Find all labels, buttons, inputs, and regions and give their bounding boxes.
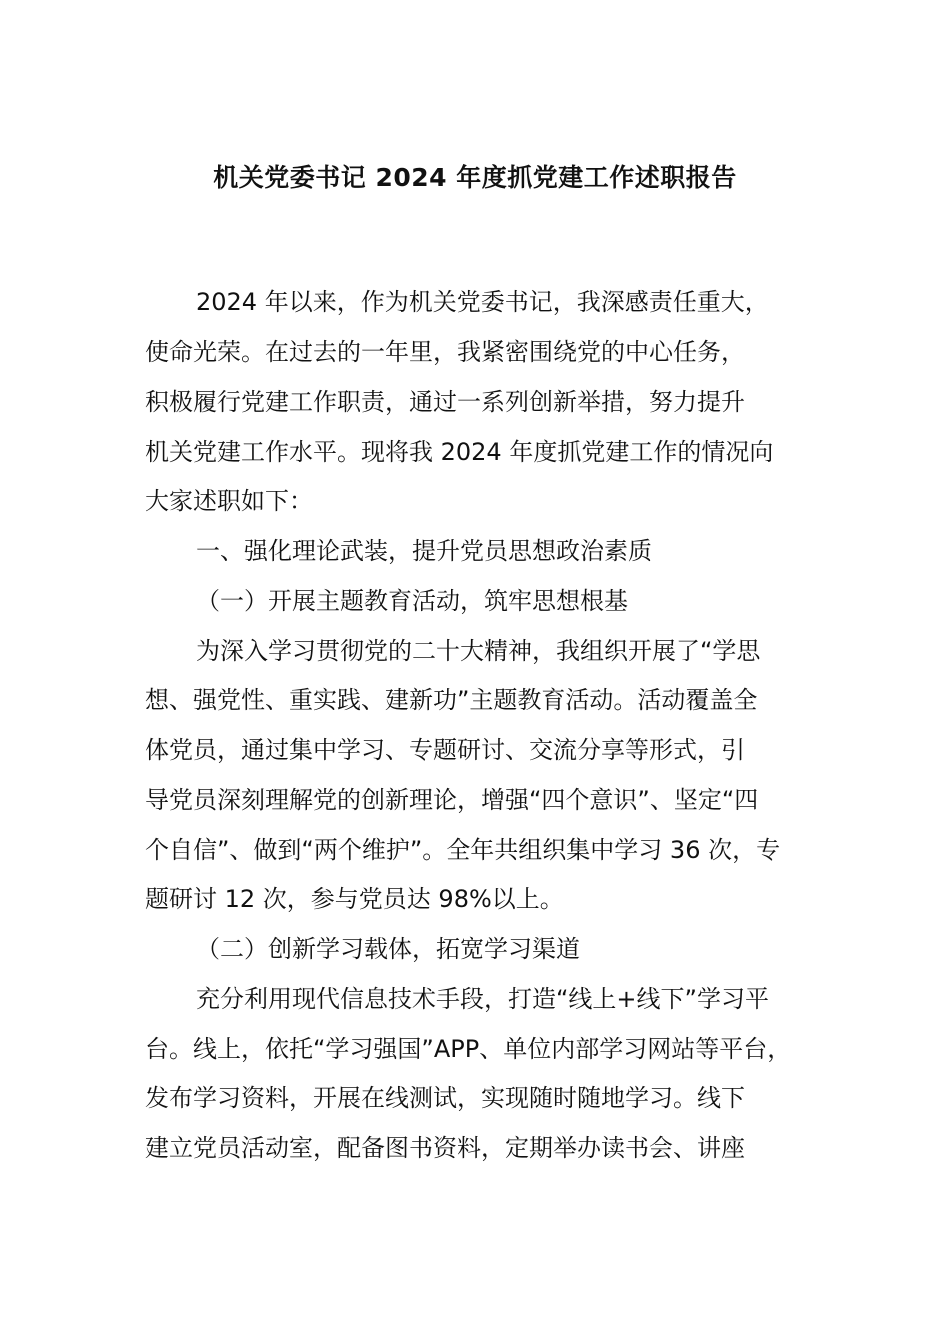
paragraph-line-11: 题研讨 12 次，参与党员达 98%以上。 xyxy=(145,885,564,913)
subsection-heading-1: （一）开展主题教育活动，筑牢思想根基 xyxy=(196,587,628,615)
subsection-heading-2: （二）创新学习载体，拓宽学习渠道 xyxy=(196,935,580,963)
paragraph-line-10: 个自信”、做到“两个维护”。全年共组织集中学习 36 次，专 xyxy=(145,836,781,864)
section-heading-1: 一、强化理论武装，提升党员思想政治素质 xyxy=(196,537,652,565)
paragraph-line-6: 为深入学习贯彻党的二十大精神，我组织开展了“学思 xyxy=(196,637,761,665)
document-title: 机关党委书记 2024 年度抓党建工作述职报告 xyxy=(213,163,737,192)
paragraph-line-4: 机关党建工作水平。现将我 2024 年度抓党建工作的情况向 xyxy=(145,438,774,466)
paragraph-line-9: 导党员深刻理解党的创新理论，增强“四个意识”、坚定“四 xyxy=(145,786,759,814)
paragraph-line-15: 建立党员活动室，配备图书资料，定期举办读书会、讲座 xyxy=(145,1134,745,1162)
paragraph-line-8: 体党员，通过集中学习、专题研讨、交流分享等形式，引 xyxy=(145,736,745,764)
paragraph-line-1: 2024 年以来，作为机关党委书记，我深感责任重大， xyxy=(196,288,769,316)
paragraph-line-14: 发布学习资料，开展在线测试，实现随时随地学习。线下 xyxy=(145,1084,745,1112)
paragraph-line-5: 大家述职如下： xyxy=(145,487,313,515)
paragraph-line-3: 积极履行党建工作职责，通过一系列创新举措，努力提升 xyxy=(145,388,745,416)
paragraph-line-12: 充分利用现代信息技术手段，打造“线上+线下”学习平 xyxy=(196,985,769,1013)
paragraph-line-2: 使命光荣。在过去的一年里，我紧密围绕党的中心任务， xyxy=(145,338,745,366)
paragraph-line-13: 台。线上，依托“学习强国”APP、单位内部学习网站等平台， xyxy=(145,1035,792,1063)
paragraph-line-7: 想、强党性、重实践、建新功”主题教育活动。活动覆盖全 xyxy=(145,686,758,714)
